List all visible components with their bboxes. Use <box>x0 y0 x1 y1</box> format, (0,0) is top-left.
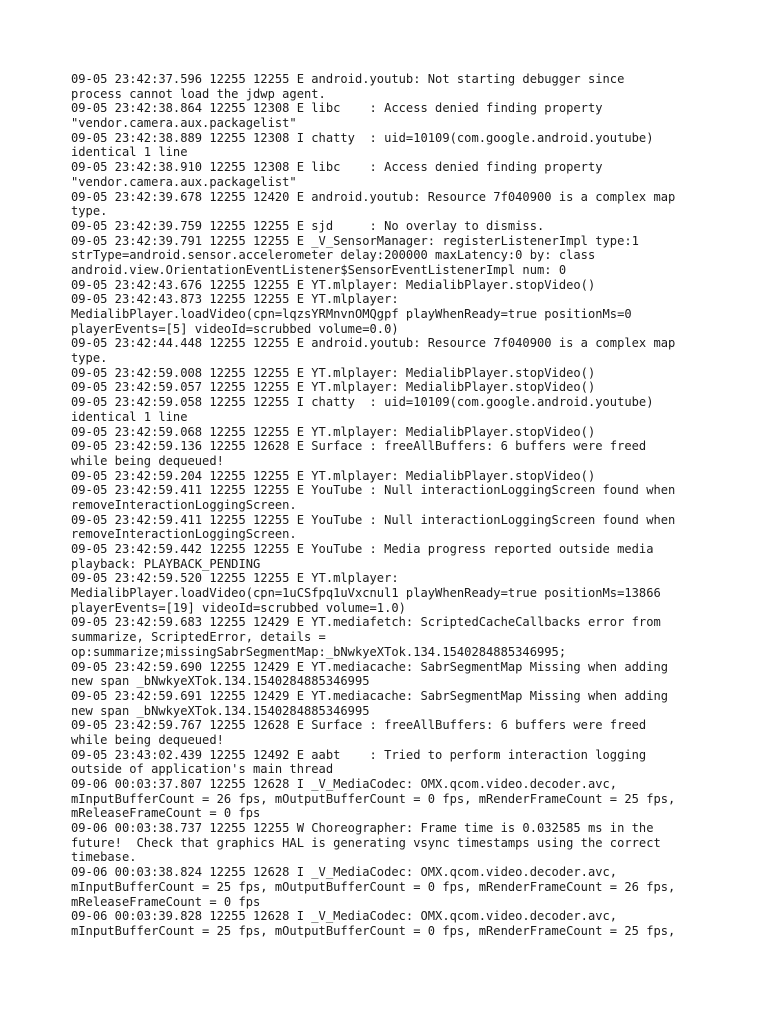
log-line: op:summarize;missingSabrSegmentMap:_bNwkyeXTok.134.1540284885346995; <box>71 644 567 659</box>
log-line: 09-05 23:42:38.910 12255 12308 E libc : Access denied finding property <box>71 160 603 175</box>
log-line: playerEvents=[5] videoId=scrubbed volume=0.0) <box>71 321 399 336</box>
log-line: summarize, ScriptedError, details = <box>71 630 326 645</box>
log-line: mInputBufferCount = 25 fps, mOutputBufferCount = 0 fps, mRenderFrameCount = 25 fps, <box>71 923 676 938</box>
log-line: 09-05 23:42:59.411 12255 12255 E YouTube : Null interactionLoggingScreen found when <box>71 483 676 498</box>
log-line: 09-05 23:43:02.439 12255 12492 E aabt : Tried to perform interaction logging <box>71 747 647 762</box>
log-line: 09-05 23:42:43.676 12255 12255 E YT.mlplayer: MedialibPlayer.stopVideo() <box>71 277 596 292</box>
log-line: process cannot load the jdwp agent. <box>71 86 326 101</box>
log-line: 09-05 23:42:59.442 12255 12255 E YouTube : Media progress reported outside media <box>71 542 654 556</box>
log-line: MedialibPlayer.loadVideo(cpn=lqzsYRMnvnOMQgpf playWhenReady=true positionMs=0 <box>71 307 632 321</box>
log-line: 09-06 00:03:39.828 12255 12628 I _V_MediaCodec: OMX.qcom.video.decoder.avc, <box>71 909 618 924</box>
log-line: 09-05 23:42:39.759 12255 12255 E sjd : No overlay to dismiss. <box>71 218 545 233</box>
log-line: 09-05 23:42:59.767 12255 12628 E Surface : freeAllBuffers: 6 buffers were freed <box>71 718 647 733</box>
log-line: 09-05 23:42:44.448 12255 12255 E android.youtub: Resource 7f040900 is a complex map <box>71 336 676 351</box>
log-line: type. <box>71 204 108 219</box>
log-line: "vendor.camera.aux.packagelist" <box>71 174 297 189</box>
log-line: identical 1 line <box>71 145 188 160</box>
log-line: 09-06 00:03:38.824 12255 12628 I _V_MediaCodec: OMX.qcom.video.decoder.avc, <box>71 865 618 880</box>
log-line: 09-05 23:42:39.791 12255 12255 E _V_SensorManager: registerListenerImpl type:1 <box>71 233 639 248</box>
log-line: while being dequeued! <box>71 732 224 747</box>
log-line: mReleaseFrameCount = 0 fps <box>71 806 261 821</box>
log-line: type. <box>71 351 108 366</box>
log-line: removeInteractionLoggingScreen. <box>71 527 297 542</box>
log-document <box>71 72 731 939</box>
log-line: outside of application's main thread <box>71 762 334 777</box>
log-line: mReleaseFrameCount = 0 fps <box>71 894 261 909</box>
log-line: 09-05 23:42:37.596 12255 12255 E android.youtub: Not starting debugger since <box>71 72 625 86</box>
log-line: playerEvents=[19] videoId=scrubbed volume=1.0) <box>71 600 406 615</box>
log-line: 09-05 23:42:59.008 12255 12255 E YT.mlplayer: MedialibPlayer.stopVideo() <box>71 365 596 380</box>
log-line: 09-05 23:42:59.691 12255 12429 E YT.mediacache: SabrSegmentMap Missing when adding <box>71 688 669 703</box>
log-line: new span _bNwkyeXTok.134.1540284885346995 <box>71 674 370 689</box>
log-line: removeInteractionLoggingScreen. <box>71 497 297 512</box>
log-line: new span _bNwkyeXTok.134.1540284885346995 <box>71 703 370 718</box>
log-line: 09-05 23:42:43.873 12255 12255 E YT.mlplayer: <box>71 292 399 307</box>
log-line: 09-05 23:42:59.057 12255 12255 E YT.mlplayer: MedialibPlayer.stopVideo() <box>71 380 596 395</box>
log-line: 09-05 23:42:59.411 12255 12255 E YouTube : Null interactionLoggingScreen found when <box>71 512 676 527</box>
log-line: 09-05 23:42:59.690 12255 12429 E YT.mediacache: SabrSegmentMap Missing when adding <box>71 659 669 674</box>
log-line: android.view.OrientationEventListener$SensorEventListenerImpl num: 0 <box>71 262 567 277</box>
log-line: 09-05 23:42:59.204 12255 12255 E YT.mlplayer: MedialibPlayer.stopVideo() <box>71 468 596 483</box>
log-line: 09-05 23:42:59.058 12255 12255 I chatty : uid=10109(com.google.android.youtube) <box>71 395 654 410</box>
log-line: timebase. <box>71 850 137 865</box>
log-line: mInputBufferCount = 25 fps, mOutputBufferCount = 0 fps, mRenderFrameCount = 26 fps, <box>71 879 676 894</box>
log-line: 09-05 23:42:38.889 12255 12308 I chatty : uid=10109(com.google.android.youtube) <box>71 130 654 145</box>
log-line: 09-05 23:42:59.683 12255 12429 E YT.mediafetch: ScriptedCacheCallbacks error from <box>71 615 661 630</box>
log-line: 09-05 23:42:38.864 12255 12308 E libc : Access denied finding property <box>71 101 603 116</box>
log-line: 09-05 23:42:39.678 12255 12420 E android.youtub: Resource 7f040900 is a complex map <box>71 189 676 204</box>
log-line: 09-06 00:03:38.737 12255 12255 W Choreographer: Frame time is 0.032585 ms in the <box>71 821 654 836</box>
log-line: 09-06 00:03:37.807 12255 12628 I _V_MediaCodec: OMX.qcom.video.decoder.avc, <box>71 777 618 791</box>
log-line: while being dequeued! <box>71 453 224 468</box>
log-line: mInputBufferCount = 26 fps, mOutputBufferCount = 0 fps, mRenderFrameCount = 25 fps, <box>71 791 676 806</box>
log-line: "vendor.camera.aux.packagelist" <box>71 116 297 131</box>
log-line: identical 1 line <box>71 409 188 424</box>
log-line: MedialibPlayer.loadVideo(cpn=1uCSfpq1uVxcnul1 playWhenReady=true positionMs=13866 <box>71 586 661 601</box>
log-line: strType=android.sensor.accelerometer delay:200000 maxLatency:0 by: class <box>71 248 596 263</box>
log-line: playback: PLAYBACK_PENDING <box>71 556 261 571</box>
log-line: 09-05 23:42:59.068 12255 12255 E YT.mlplayer: MedialibPlayer.stopVideo() <box>71 424 596 439</box>
log-line: 09-05 23:42:59.520 12255 12255 E YT.mlplayer: <box>71 571 399 586</box>
log-line: 09-05 23:42:59.136 12255 12628 E Surface : freeAllBuffers: 6 buffers were freed <box>71 439 647 454</box>
log-line: future! Check that graphics HAL is generating vsync timestamps using the correct <box>71 835 661 850</box>
